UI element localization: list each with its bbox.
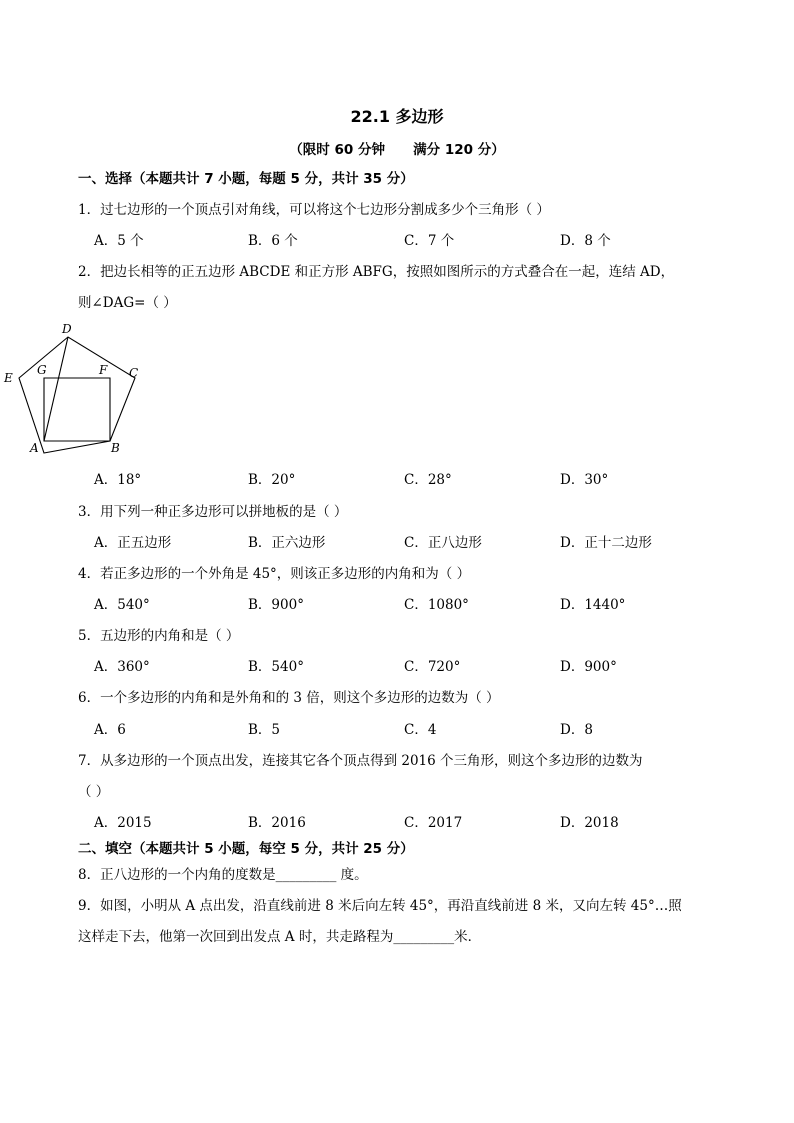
square-abfg (44, 378, 110, 441)
question-6-option-c: C．4 (404, 722, 437, 738)
question-9-stem-line1: 9．如图，小明从 A 点出发，沿直线前进 8 米后向左转 45°，再沿直线前进 8 米，又向左转 45°…照 (78, 898, 682, 914)
question-7-option-d: D．2018 (560, 815, 619, 831)
pentagon-square-figure (4, 322, 240, 456)
question-2-option-b: B．20° (248, 472, 296, 488)
label-f: F (99, 363, 108, 377)
label-e: E (4, 371, 13, 385)
page-title: 22.1 多边形 (350, 107, 444, 126)
question-4-option-a: A．540° (94, 597, 150, 613)
question-1-option-c: C．7 个 (404, 233, 455, 249)
label-c: C (129, 366, 139, 380)
segment-ad (44, 337, 68, 441)
question-6-stem: 6．一个多边形的内角和是外角和的 3 倍，则这个多边形的边数为（ ） (78, 690, 500, 706)
question-1-option-a: A．5 个 (94, 233, 144, 249)
question-7-option-c: C．2017 (404, 815, 463, 831)
question-5-option-d: D．900° (560, 659, 617, 675)
question-7-stem-line1: 7．从多边形的一个顶点出发，连接其它各个顶点得到 2016 个三角形，则这个多边形的边数为 (78, 753, 643, 769)
question-5-option-a: A．360° (94, 659, 150, 675)
label-g: G (37, 363, 47, 377)
section-choice-heading: 一、选择（本题共计 7 小题，每题 5 分，共计 35 分） (78, 171, 414, 187)
question-2-option-c: C．28° (404, 472, 452, 488)
question-4-stem: 4．若正多边形的一个外角是 45°，则该正多边形的内角和为（ ） (78, 566, 471, 582)
pentagon-abcde (19, 337, 135, 453)
question-6-option-d: D．8 (560, 722, 593, 738)
label-d: D (62, 322, 72, 336)
question-7-option-a: A．2015 (94, 815, 152, 831)
page-subtitle: （限时 60 分钟 满分 120 分） (289, 142, 505, 158)
question-4-option-c: C．1080° (404, 597, 469, 613)
question-2-stem-line1: 2．把边长相等的正五边形 ABCDE 和正方形 ABFG，按照如图所示的方式叠合在一起，连结 AD， (78, 264, 675, 280)
question-3-option-d: D．正十二边形 (560, 535, 652, 551)
question-6-option-a: A．6 (94, 722, 126, 738)
question-2-option-d: D．30° (560, 472, 609, 488)
question-5-option-c: C．720° (404, 659, 461, 675)
label-b: B (111, 441, 120, 455)
question-7-option-b: B．2016 (248, 815, 306, 831)
question-3-option-c: C．正八边形 (404, 535, 482, 551)
question-5-stem: 5．五边形的内角和是（ ） (78, 628, 240, 644)
question-1-option-d: D．8 个 (560, 233, 611, 249)
question-7-stem-line2: （ ） (78, 784, 110, 800)
question-2-stem-line2: 则∠DAG=（ ） (78, 295, 177, 311)
question-4-option-d: D．1440° (560, 597, 626, 613)
question-8-stem: 8．正八边形的一个内角的度数是_________ 度。 (78, 867, 368, 883)
question-2-option-a: A．18° (94, 472, 142, 488)
question-9-stem-line2: 这样走下去，他第一次回到出发点 A 时，共走路程为_________米． (78, 929, 482, 945)
question-5-option-b: B．540° (248, 659, 304, 675)
question-3-stem: 3．用下列一种正多边形可以拼地板的是（ ） (78, 504, 348, 520)
section-fill-heading: 二、填空（本题共计 5 小题，每空 5 分，共计 25 分） (78, 841, 414, 857)
question-1-option-b: B．6 个 (248, 233, 298, 249)
question-1-stem: 1．过七边形的一个顶点引对角线，可以将这个七边形分割成多少个三角形（ ） (78, 202, 550, 218)
question-4-option-b: B．900° (248, 597, 304, 613)
question-3-option-b: B．正六边形 (248, 535, 326, 551)
question-6-option-b: B．5 (248, 722, 281, 738)
question-3-option-a: A．正五边形 (94, 535, 172, 551)
label-a: A (30, 441, 39, 455)
